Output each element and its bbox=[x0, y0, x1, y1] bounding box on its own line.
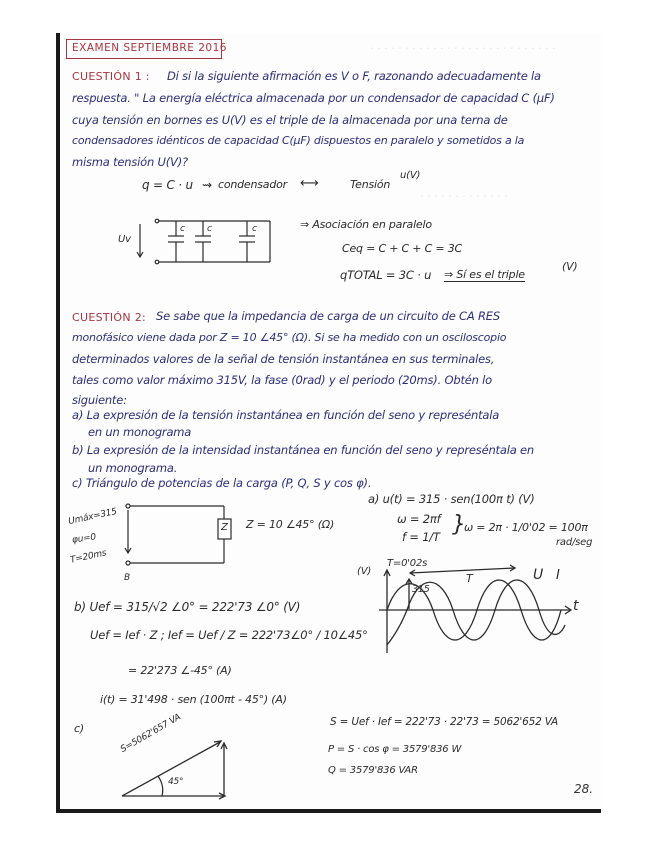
graph-curve-u-label: U bbox=[533, 567, 544, 583]
q1-line-0: Di si la siguiente afirmación es V o F, razonando adecuadamente la bbox=[167, 69, 541, 83]
part-a-omega-unit: rad/seg bbox=[556, 537, 593, 548]
page-border-bottom bbox=[56, 809, 601, 813]
q1-qtotal: qTOTAL = 3C · u bbox=[340, 268, 432, 282]
part-a-omega: ω = 2πf bbox=[397, 512, 441, 526]
part-c-s: S = Uef · Ief = 222'73 · 22'73 = 5062'652 VA bbox=[330, 716, 558, 728]
graph-curve-i-label: I bbox=[556, 568, 560, 583]
part-a-freq: f = 1/T bbox=[402, 530, 440, 544]
q2-line-0: Se sabe que la impedancia de carga de un circuito de CA RES bbox=[156, 309, 500, 323]
exam-title-box bbox=[66, 39, 227, 59]
graph-xlabel: t bbox=[573, 598, 579, 614]
q1-line-1: respuesta. " La energía eléctrica almacenada por un condensador de capacidad C (µF) bbox=[72, 91, 555, 105]
q1-tension-unit: u(V) bbox=[400, 170, 421, 181]
q2-item-b-cont: un monograma. bbox=[88, 461, 178, 475]
double-arrow-icon: ⟷ bbox=[300, 176, 319, 191]
part-c-label: c) bbox=[74, 722, 84, 735]
part-a-period-note: T=0'02s bbox=[387, 558, 428, 569]
page-border-left bbox=[56, 33, 60, 811]
q1-tension-label: Tensión bbox=[350, 178, 391, 191]
part-b-uef: b) Uef = 315/√2 ∠0° = 222'73 ∠0° (V) bbox=[74, 600, 301, 614]
impedance-box-label: Z bbox=[221, 522, 228, 533]
q1-line-3: condensadores idénticos de capacidad C(µF) dispuestos en paralelo y sometidos a la bbox=[72, 134, 525, 147]
power-triangle bbox=[120, 740, 230, 800]
impedance-circuit bbox=[120, 500, 230, 570]
q2-item-a-cont: en un monograma bbox=[88, 425, 192, 439]
q1-association: ⇒ Asociación en paralelo bbox=[300, 218, 432, 231]
q1-formula: q = C · u bbox=[142, 178, 193, 192]
brace-icon: } bbox=[452, 512, 466, 537]
q2-line-3: tales como valor máximo 315V, la fase (0rad) y el periodo (20ms). Obtén lo bbox=[72, 373, 493, 387]
q1-conclusion-unit: (V) bbox=[562, 260, 578, 273]
q2-line-1: monofásico viene dada por Z = 10 ∠45° (Ω). Si se ha medido con un osciloscopio bbox=[72, 331, 507, 344]
triangle-angle: 45° bbox=[168, 777, 184, 787]
part-c-q: Q = 3579'836 VAR bbox=[328, 765, 418, 776]
q2-item-b: b) La expresión de la intensidad instantánea en función del seno y represéntala en bbox=[72, 443, 534, 457]
part-a-expression: a) u(t) = 315 · sen(100π t) (V) bbox=[368, 492, 535, 506]
q2-heading: CUESTIÓN 2: bbox=[72, 311, 147, 324]
page-number: 28. bbox=[574, 782, 594, 796]
circuit-period: T=20ms bbox=[69, 548, 108, 566]
circuit-umax: Umáx=315 bbox=[67, 506, 118, 528]
graph-period-label: T bbox=[466, 572, 473, 585]
triangle-s-label: S=5062'657 VA bbox=[119, 712, 183, 755]
exam-title: EXAMEN SEPTIEMBRE 2016 bbox=[72, 42, 227, 54]
part-b-relation: Uef = Ief · Z ; Ief = Uef / Z = 222'73∠0° / 10∠45° bbox=[90, 628, 368, 642]
part-b-it: i(t) = 31'498 · sen (100πt - 45°) (A) bbox=[100, 693, 287, 706]
capacitor-label-3: c bbox=[252, 224, 257, 234]
part-c-p: P = S · cos φ = 3579'836 W bbox=[328, 744, 462, 755]
graph-ylabel: (V) bbox=[357, 566, 372, 577]
q1-heading: CUESTIÓN 1 : bbox=[72, 70, 150, 83]
part-b-ief: = 22'273 ∠-45° (A) bbox=[128, 664, 232, 677]
q1-condensador: condensador bbox=[218, 178, 287, 191]
capacitor-label-2: c bbox=[207, 224, 212, 234]
arrow-icon: ⇝ bbox=[202, 178, 212, 192]
circuit-voltage-label: Uv bbox=[118, 234, 131, 245]
circuit-phase: φu=0 bbox=[71, 532, 97, 546]
q1-line-4: misma tensión U(V)? bbox=[72, 155, 188, 169]
bleed-through-text: · · · · · · · · · · · · · bbox=[420, 190, 508, 203]
q2-item-c: c) Triángulo de potencias de la carga (P, Q, S y cos φ). bbox=[72, 476, 372, 490]
part-a-omega-calc: ω = 2π · 1/0'02 = 100π bbox=[464, 521, 588, 534]
bleed-through-text: · · · · · · · · · · · · · · · · · · · · · · · · · · · bbox=[370, 42, 556, 55]
q2-item-a: a) La expresión de la tensión instantánea en función del seno y represéntala bbox=[72, 408, 500, 422]
sine-wave-graph bbox=[365, 565, 605, 655]
circuit-node-b: B bbox=[124, 573, 130, 583]
capacitor-label-1: c bbox=[180, 224, 185, 234]
q1-ceq: Ceq = C + C + C = 3C bbox=[342, 242, 462, 255]
q1-conclusion: ⇒ Sí es el triple bbox=[444, 268, 525, 281]
q1-line-2: cuya tensión en bornes es U(V) es el triple de la almacenada por una terna de bbox=[72, 113, 508, 127]
q2-line-2: determinados valores de la señal de tensión instantánea en sus terminales, bbox=[72, 352, 495, 366]
q2-line-4: siguiente: bbox=[72, 393, 127, 407]
graph-peak-label: 315 bbox=[412, 584, 430, 595]
impedance-value: Z = 10 ∠45° (Ω) bbox=[246, 518, 335, 531]
parallel-capacitor-circuit bbox=[110, 218, 290, 268]
